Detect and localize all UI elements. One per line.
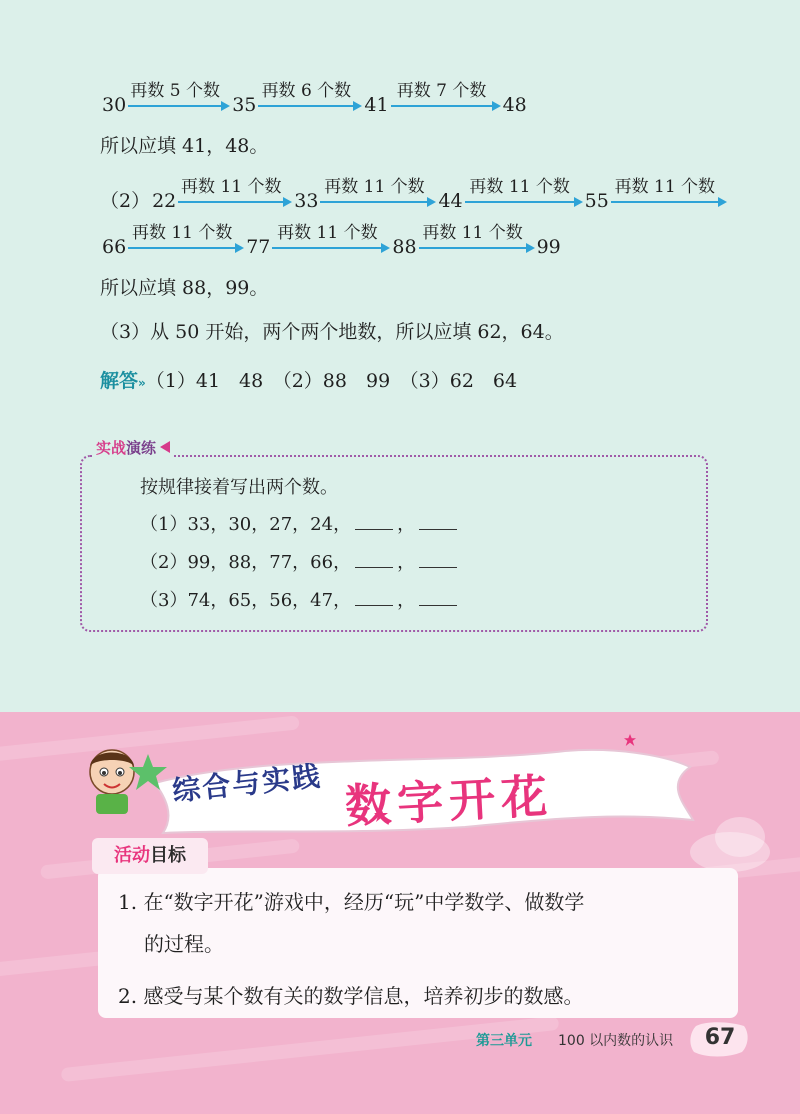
arrow xyxy=(272,224,390,258)
seq-number: 30 xyxy=(102,94,127,116)
arrow-label: 再数 11 个数 xyxy=(181,177,282,197)
answer-blank[interactable] xyxy=(419,551,457,568)
seq-number: 48 xyxy=(502,94,527,116)
practice-title xyxy=(92,437,174,458)
seq-number: 33 xyxy=(294,190,319,212)
footer-unit: 第三单元 xyxy=(476,1033,532,1049)
banner-title-right: 数字开花 xyxy=(343,768,555,834)
arrow xyxy=(178,178,292,212)
arrow-label: 再数 11 个数 xyxy=(131,223,233,243)
seq-number: 55 xyxy=(584,190,609,212)
arrow xyxy=(611,178,727,212)
arrow-label: 再数 6 个数 xyxy=(261,81,352,101)
part2-conclusion: 所以应填 88，99。 xyxy=(100,277,269,299)
arrow xyxy=(128,224,244,258)
arrow-label: 再数 11 个数 xyxy=(324,177,425,197)
part2-label: （2） xyxy=(100,190,151,212)
arrow-label: 再数 7 个数 xyxy=(396,81,487,101)
arrow-label: 再数 11 个数 xyxy=(469,177,570,197)
arrow xyxy=(128,82,230,116)
part1-conclusion: 所以应填 41，48。 xyxy=(100,135,269,157)
goal-item-2: 2. 感受与某个数有关的数学信息，培养初步的数感。 xyxy=(118,984,584,1008)
answer-line: 解答»（1）41 48 （2）88 99 （3）62 64 xyxy=(100,370,518,392)
answer-blank[interactable] xyxy=(355,551,393,568)
practice-title-a: 实战 xyxy=(96,439,127,457)
arrow xyxy=(320,178,436,212)
part2-sequence-row2 xyxy=(100,224,563,258)
arrow-label: 再数 5 个数 xyxy=(130,81,220,101)
seq-number: 44 xyxy=(438,190,463,212)
arrow-label: 再数 11 个数 xyxy=(422,223,523,243)
practice-item-text: （1）33，30，27，24， xyxy=(140,514,352,535)
seq-number: 41 xyxy=(364,94,389,116)
practice-item: （3）74，65，56，47， ， xyxy=(140,589,461,613)
banner-title-left: 综合与实践 xyxy=(170,759,324,808)
goal-item-1-line1: 1. 在“数字开花”游戏中，经历“玩”中学数学、做数学 xyxy=(118,890,585,914)
practice-item-text: （2）99，88，77，66， xyxy=(140,552,352,573)
seq-number: 22 xyxy=(152,190,177,212)
practice-item-text: （3）74，65，56，47， xyxy=(140,590,352,611)
goals-tab-a: 活动 xyxy=(114,845,150,866)
answer-blank[interactable] xyxy=(419,589,457,606)
page-number: 67 xyxy=(704,1025,736,1050)
seq-number: 66 xyxy=(102,236,127,258)
practice-title-b: 演练 xyxy=(126,439,157,457)
star-icon xyxy=(128,752,168,792)
answer-label: 解答 xyxy=(100,370,139,392)
seq-number: 77 xyxy=(246,236,271,258)
seq-number: 35 xyxy=(232,94,257,116)
part3-text: （3）从 50 开始，两个两个地数，所以应填 62，64。 xyxy=(100,321,564,343)
practice-item: （1）33，30，27，24， ， xyxy=(140,513,461,537)
practice-item: （2）99，88，77，66， ， xyxy=(140,551,461,575)
practice-prompt: 按规律接着写出两个数。 xyxy=(140,477,338,498)
arrow-label: 再数 11 个数 xyxy=(614,177,716,197)
goal-item-1-line2: 的过程。 xyxy=(144,932,224,956)
part1-sequence xyxy=(100,82,529,116)
arrow-label: 再数 11 个数 xyxy=(277,223,378,243)
arrow xyxy=(258,82,362,116)
answer-blank[interactable] xyxy=(355,513,393,530)
answer-text: （1）41 48 （2）88 99 （3）62 64 xyxy=(145,370,518,392)
answer-blank[interactable] xyxy=(419,513,457,530)
seq-number: 88 xyxy=(392,236,417,258)
part2-sequence-row1 xyxy=(100,178,727,212)
star-icon xyxy=(624,734,636,746)
arrow xyxy=(391,82,501,116)
goals-tab-b: 目标 xyxy=(150,845,186,866)
arrow xyxy=(465,178,583,212)
goals-tab xyxy=(92,838,208,874)
seq-number: 99 xyxy=(536,236,561,258)
triangle-icon xyxy=(160,441,170,453)
footer-subtitle: 100 以内数的认识 xyxy=(558,1033,674,1049)
arrow xyxy=(419,224,535,258)
answer-blank[interactable] xyxy=(355,589,393,606)
